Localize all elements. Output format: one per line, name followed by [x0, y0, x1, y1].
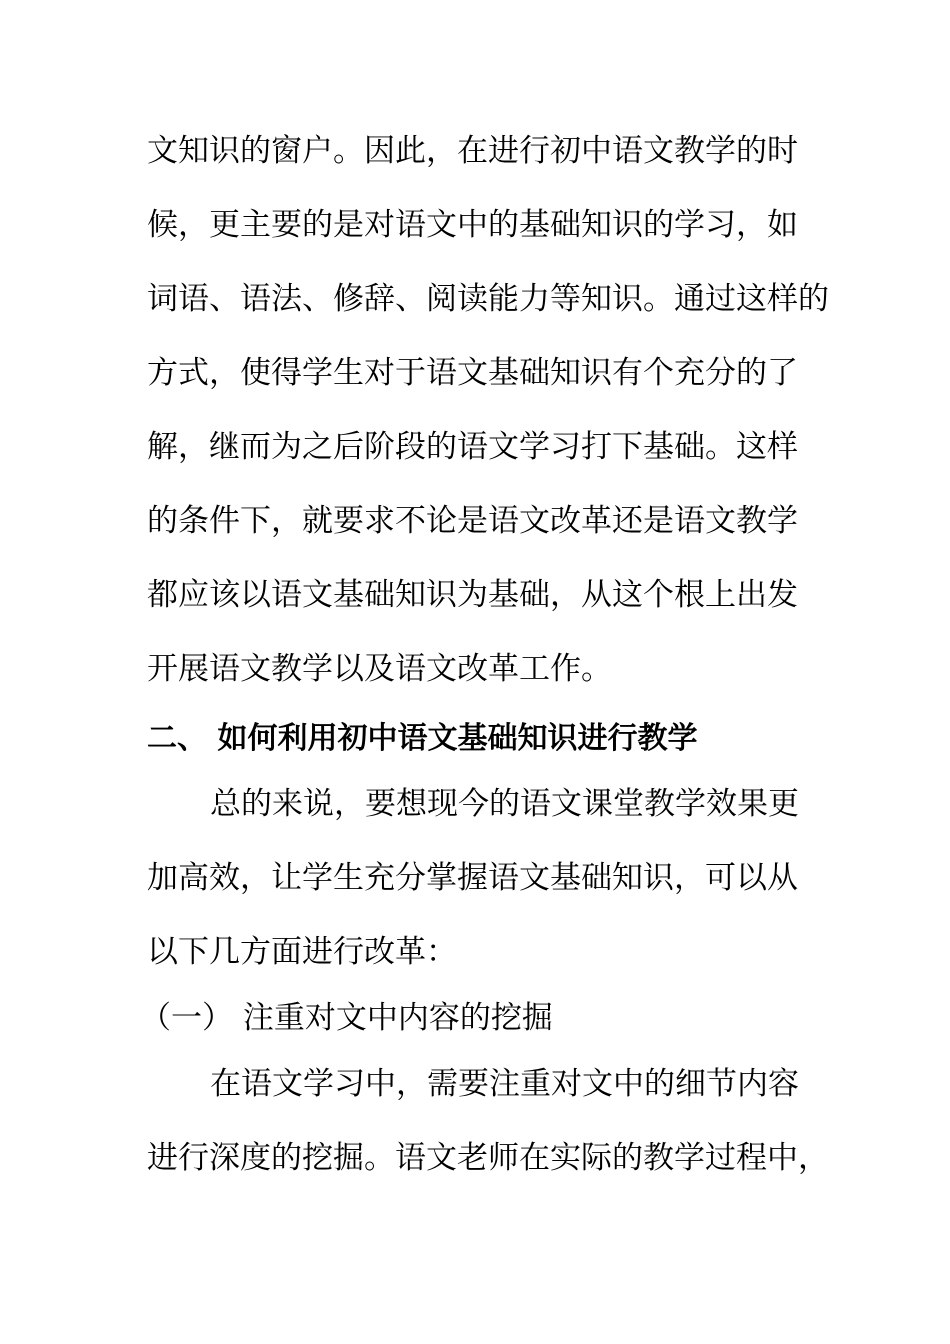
subsection-heading: （一） 注重对文中内容的挖掘 — [140, 1000, 553, 1036]
paragraph-line: 文知识的窗户。因此，在进行初中语文教学的时 — [147, 133, 798, 169]
paragraph-line: 总的来说，要想现今的语文课堂教学效果更 — [210, 786, 799, 822]
paragraph-line: 以下几方面进行改革： — [147, 934, 457, 970]
paragraph-line: 方式，使得学生对于语文基础知识有个充分的了 — [147, 355, 798, 391]
paragraph-line: 在语文学习中，需要注重对文中的细节内容 — [210, 1066, 799, 1102]
paragraph-line: 加高效，让学生充分掌握语文基础知识，可以从 — [147, 860, 798, 896]
paragraph-line: 的条件下，就要求不论是语文改革还是语文教学 — [147, 503, 798, 539]
paragraph-line: 解，继而为之后阶段的语文学习打下基础。这样 — [147, 429, 798, 465]
paragraph-line: 词语、语法、修辞、阅读能力等知识。通过这样的 — [147, 281, 829, 317]
paragraph-line: 都应该以语文基础知识为基础，从这个根上出发 — [147, 577, 798, 613]
paragraph-line: 进行深度的挖掘。语文老师在实际的教学过程中， — [147, 1140, 829, 1176]
paragraph-line: 开展语文教学以及语文改革工作。 — [147, 651, 612, 687]
paragraph-line: 候，更主要的是对语文中的基础知识的学习，如 — [147, 207, 798, 243]
section-heading: 二、 如何利用初中语文基础知识进行教学 — [147, 721, 698, 756]
